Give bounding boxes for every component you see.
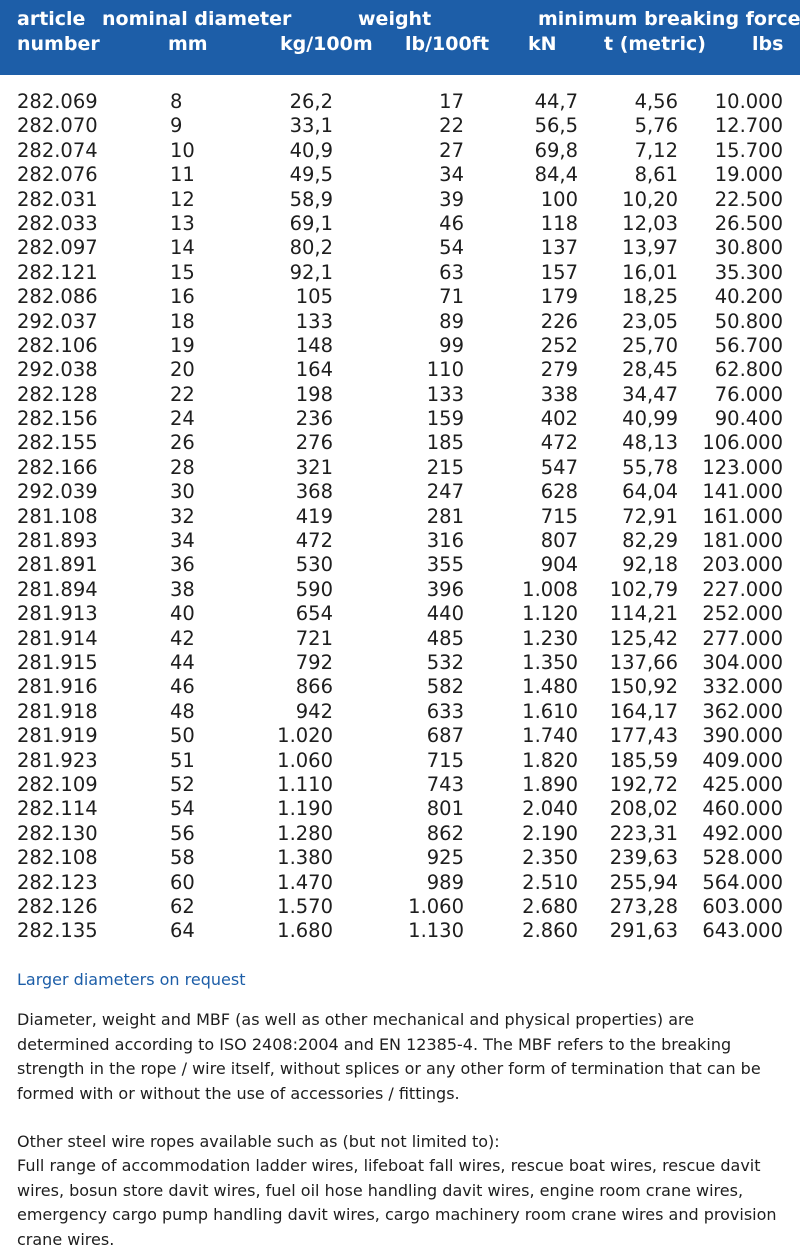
mbf-lbs-cell: 277.000: [702, 626, 783, 650]
table-row: [0, 749, 800, 773]
weight-kg-cell: 1.680: [277, 919, 333, 943]
mbf-t-cell: 164,17: [609, 699, 678, 723]
article-number-cell: 282.106: [17, 333, 98, 357]
mbf-kn-cell: 1.610: [522, 699, 578, 723]
mbf-lbs-cell: 252.000: [702, 602, 783, 626]
mbf-kn-cell: 402: [540, 407, 578, 431]
weight-lb-cell: 862: [426, 821, 464, 845]
diameter-cell: 62: [170, 894, 195, 918]
mbf-kn-cell: 69,8: [534, 138, 578, 162]
mbf-kn-cell: 2.680: [522, 894, 578, 918]
table-row: [0, 627, 800, 651]
article-number-cell: 281.919: [17, 724, 98, 748]
weight-lb-cell: 743: [426, 772, 464, 796]
mbf-t-cell: 7,12: [634, 138, 678, 162]
mbf-t-cell: 48,13: [622, 431, 678, 455]
diameter-cell: 44: [170, 650, 195, 674]
article-number-cell: 282.097: [17, 236, 98, 260]
table-row: [0, 139, 800, 163]
diameter-cell: 40: [170, 602, 195, 626]
mbf-kn-cell: 547: [540, 455, 578, 479]
mbf-t-cell: 82,29: [622, 529, 678, 553]
diameter-cell: 16: [170, 285, 195, 309]
diameter-cell: 14: [170, 236, 195, 260]
table-row: [0, 310, 800, 334]
mbf-lbs-cell: 181.000: [702, 529, 783, 553]
header-weight: weight: [358, 8, 432, 30]
mbf-t-cell: 102,79: [609, 577, 678, 601]
weight-lb-cell: 1.060: [408, 894, 464, 918]
mbf-t-cell: 239,63: [609, 846, 678, 870]
article-number-cell: 282.074: [17, 138, 98, 162]
mbf-t-cell: 8,61: [634, 163, 678, 187]
article-number-cell: 281.923: [17, 748, 98, 772]
header-lbs: lbs: [752, 33, 784, 55]
diameter-cell: 58: [170, 846, 195, 870]
mbf-kn-cell: 1.120: [522, 602, 578, 626]
weight-lb-cell: 1.130: [408, 919, 464, 943]
mbf-lbs-cell: 492.000: [702, 821, 783, 845]
table-row: [0, 285, 800, 309]
weight-lb-cell: 440: [426, 602, 464, 626]
table-row: [0, 505, 800, 529]
article-number-cell: 282.076: [17, 163, 98, 187]
mbf-lbs-cell: 26.500: [714, 211, 783, 235]
mbf-kn-cell: 44,7: [534, 90, 578, 113]
mbf-kn-cell: 118: [540, 211, 578, 235]
weight-lb-cell: 687: [426, 724, 464, 748]
mbf-kn-cell: 84,4: [534, 163, 578, 187]
mbf-lbs-cell: 603.000: [702, 894, 783, 918]
table-row: [0, 822, 800, 846]
weight-kg-cell: 942: [295, 699, 333, 723]
article-number-cell: 282.128: [17, 382, 98, 406]
article-number-cell: 282.070: [17, 114, 98, 138]
article-number-cell: 281.916: [17, 675, 98, 699]
mbf-t-cell: 23,05: [622, 309, 678, 333]
mbf-t-cell: 40,99: [622, 407, 678, 431]
mbf-t-cell: 114,21: [609, 602, 678, 626]
mbf-kn-cell: 715: [540, 504, 578, 528]
data-table: [0, 90, 800, 944]
article-number-cell: 282.135: [17, 919, 98, 943]
weight-kg-cell: 1.280: [277, 821, 333, 845]
weight-kg-cell: 198: [295, 382, 333, 406]
weight-lb-cell: 133: [426, 382, 464, 406]
diameter-cell: 26: [170, 431, 195, 455]
header-mm: mm: [168, 33, 208, 55]
weight-kg-cell: 40,9: [289, 138, 333, 162]
table-row: [0, 895, 800, 919]
mbf-t-cell: 16,01: [622, 260, 678, 284]
mbf-lbs-cell: 203.000: [702, 553, 783, 577]
weight-lb-cell: 532: [426, 650, 464, 674]
mbf-lbs-cell: 90.400: [714, 407, 783, 431]
mbf-lbs-cell: 528.000: [702, 846, 783, 870]
weight-lb-cell: 89: [439, 309, 464, 333]
weight-kg-cell: 530: [295, 553, 333, 577]
article-number-cell: 282.114: [17, 797, 98, 821]
mbf-t-cell: 92,18: [622, 553, 678, 577]
mbf-kn-cell: 1.230: [522, 626, 578, 650]
weight-kg-cell: 236: [295, 407, 333, 431]
weight-lb-cell: 22: [439, 114, 464, 138]
table-row: [0, 846, 800, 870]
mbf-t-cell: 273,28: [609, 894, 678, 918]
table-row: [0, 261, 800, 285]
diameter-cell: 15: [170, 260, 195, 284]
diameter-cell: 8: [170, 90, 183, 113]
weight-kg-cell: 1.020: [277, 724, 333, 748]
weight-kg-cell: 58,9: [289, 187, 333, 211]
diameter-cell: 9: [170, 114, 183, 138]
weight-lb-cell: 46: [439, 211, 464, 235]
mbf-t-cell: 150,92: [609, 675, 678, 699]
weight-lb-cell: 215: [426, 455, 464, 479]
article-number-cell: 282.086: [17, 285, 98, 309]
weight-lb-cell: 989: [426, 870, 464, 894]
diameter-cell: 30: [170, 480, 195, 504]
header-lb100ft: lb/100ft: [405, 33, 490, 55]
mbf-t-cell: 12,03: [622, 211, 678, 235]
weight-lb-cell: 247: [426, 480, 464, 504]
weight-kg-cell: 1.190: [277, 797, 333, 821]
article-number-cell: 281.913: [17, 602, 98, 626]
mbf-lbs-cell: 19.000: [714, 163, 783, 187]
mbf-kn-cell: 807: [540, 529, 578, 553]
mbf-lbs-cell: 10.000: [714, 90, 783, 113]
mbf-lbs-cell: 390.000: [702, 724, 783, 748]
mbf-t-cell: 5,76: [634, 114, 678, 138]
weight-lb-cell: 316: [426, 529, 464, 553]
article-number-cell: 282.130: [17, 821, 98, 845]
article-number-cell: 281.918: [17, 699, 98, 723]
mbf-lbs-cell: 123.000: [702, 455, 783, 479]
mbf-lbs-cell: 56.700: [714, 333, 783, 357]
weight-lb-cell: 925: [426, 846, 464, 870]
mbf-lbs-cell: 22.500: [714, 187, 783, 211]
weight-lb-cell: 281: [426, 504, 464, 528]
weight-kg-cell: 792: [295, 650, 333, 674]
article-number-cell: 281.108: [17, 504, 98, 528]
mbf-t-cell: 25,70: [622, 333, 678, 357]
table-row: [0, 700, 800, 724]
article-number-cell: 282.031: [17, 187, 98, 211]
mbf-kn-cell: 1.890: [522, 772, 578, 796]
mbf-lbs-cell: 141.000: [702, 480, 783, 504]
weight-kg-cell: 105: [295, 285, 333, 309]
mbf-kn-cell: 2.190: [522, 821, 578, 845]
mbf-lbs-cell: 62.800: [714, 358, 783, 382]
diameter-cell: 12: [170, 187, 195, 211]
diameter-cell: 13: [170, 211, 195, 235]
mbf-kn-cell: 904: [540, 553, 578, 577]
table-row: [0, 651, 800, 675]
diameter-cell: 18: [170, 309, 195, 333]
diameter-cell: 60: [170, 870, 195, 894]
table-row: [0, 480, 800, 504]
diameter-cell: 42: [170, 626, 195, 650]
diameter-cell: 24: [170, 407, 195, 431]
mbf-lbs-cell: 161.000: [702, 504, 783, 528]
mbf-kn-cell: 1.350: [522, 650, 578, 674]
article-number-cell: 292.039: [17, 480, 98, 504]
other-ropes-intro: Other steel wire ropes available such as (but not limited to):: [17, 1132, 500, 1151]
mbf-lbs-cell: 460.000: [702, 797, 783, 821]
weight-kg-cell: 33,1: [289, 114, 333, 138]
table-row: [0, 456, 800, 480]
mbf-kn-cell: 1.008: [522, 577, 578, 601]
article-number-cell: 281.894: [17, 577, 98, 601]
mbf-t-cell: 10,20: [622, 187, 678, 211]
weight-lb-cell: 485: [426, 626, 464, 650]
header-nominal-diameter: nominal diameter: [102, 8, 292, 30]
table-row: [0, 529, 800, 553]
mbf-lbs-cell: 76.000: [714, 382, 783, 406]
table-row: [0, 358, 800, 382]
mbf-kn-cell: 628: [540, 480, 578, 504]
table-row: [0, 114, 800, 138]
mbf-t-cell: 72,91: [622, 504, 678, 528]
mbf-lbs-cell: 332.000: [702, 675, 783, 699]
mbf-t-cell: 137,66: [609, 650, 678, 674]
mbf-t-cell: 125,42: [609, 626, 678, 650]
weight-lb-cell: 99: [439, 333, 464, 357]
header-article: article: [17, 8, 86, 30]
mbf-lbs-cell: 50.800: [714, 309, 783, 333]
diameter-cell: 11: [170, 163, 195, 187]
mbf-lbs-cell: 304.000: [702, 650, 783, 674]
weight-kg-cell: 26,2: [289, 90, 333, 113]
weight-lb-cell: 715: [426, 748, 464, 772]
mbf-description: Diameter, weight and MBF (as well as other mechanical and physical properties) are determined according to ISO 2408:2004 and EN 12385-4. The MBF refers to the breaking strength in the rope / wire itself, without splices or any other form of termination that can be formed with or without the use of accessories / fittings.: [17, 1010, 761, 1103]
mbf-lbs-cell: 106.000: [702, 431, 783, 455]
weight-lb-cell: 355: [426, 553, 464, 577]
table-row: [0, 163, 800, 187]
header-kg100m: kg/100m: [280, 33, 373, 55]
weight-kg-cell: 321: [295, 455, 333, 479]
weight-lb-cell: 185: [426, 431, 464, 455]
diameter-cell: 32: [170, 504, 195, 528]
mbf-kn-cell: 2.860: [522, 919, 578, 943]
table-row: [0, 212, 800, 236]
diameter-cell: 46: [170, 675, 195, 699]
table-row: [0, 334, 800, 358]
weight-lb-cell: 633: [426, 699, 464, 723]
mbf-t-cell: 55,78: [622, 455, 678, 479]
mbf-t-cell: 177,43: [609, 724, 678, 748]
mbf-lbs-cell: 12.700: [714, 114, 783, 138]
mbf-t-cell: 185,59: [609, 748, 678, 772]
article-number-cell: 282.121: [17, 260, 98, 284]
mbf-kn-cell: 157: [540, 260, 578, 284]
mbf-kn-cell: 252: [540, 333, 578, 357]
diameter-cell: 22: [170, 382, 195, 406]
weight-lb-cell: 63: [439, 260, 464, 284]
mbf-t-cell: 28,45: [622, 358, 678, 382]
mbf-kn-cell: 226: [540, 309, 578, 333]
mbf-lbs-cell: 362.000: [702, 699, 783, 723]
weight-lb-cell: 110: [426, 358, 464, 382]
table-row: [0, 602, 800, 626]
mbf-kn-cell: 1.740: [522, 724, 578, 748]
diameter-cell: 56: [170, 821, 195, 845]
weight-kg-cell: 1.380: [277, 846, 333, 870]
weight-kg-cell: 866: [295, 675, 333, 699]
weight-kg-cell: 80,2: [289, 236, 333, 260]
mbf-lbs-cell: 643.000: [702, 919, 783, 943]
article-number-cell: 282.156: [17, 407, 98, 431]
mbf-kn-cell: 2.510: [522, 870, 578, 894]
weight-kg-cell: 1.570: [277, 894, 333, 918]
larger-diameters-note: Larger diameters on request: [17, 970, 246, 989]
article-number-cell: 282.126: [17, 894, 98, 918]
other-ropes-list: Full range of accommodation ladder wires, lifeboat fall wires, rescue boat wires, rescue davit wires, bosun store davit wires, fuel oil hose handling davit wires, engine room crane wires, emergency cargo pump handling davit wires, cargo machinery room crane wires and provision crane wires.: [17, 1156, 777, 1249]
mbf-lbs-cell: 425.000: [702, 772, 783, 796]
mbf-t-cell: 255,94: [609, 870, 678, 894]
weight-lb-cell: 396: [426, 577, 464, 601]
mbf-t-cell: 18,25: [622, 285, 678, 309]
mbf-lbs-cell: 564.000: [702, 870, 783, 894]
mbf-t-cell: 291,63: [609, 919, 678, 943]
weight-kg-cell: 1.060: [277, 748, 333, 772]
table-row: [0, 724, 800, 748]
weight-kg-cell: 92,1: [289, 260, 333, 284]
header-mbf: minimum breaking force: [538, 8, 800, 30]
mbf-kn-cell: 1.480: [522, 675, 578, 699]
weight-kg-cell: 472: [295, 529, 333, 553]
mbf-kn-cell: 472: [540, 431, 578, 455]
mbf-lbs-cell: 40.200: [714, 285, 783, 309]
mbf-lbs-cell: 30.800: [714, 236, 783, 260]
mbf-kn-cell: 2.350: [522, 846, 578, 870]
weight-kg-cell: 721: [295, 626, 333, 650]
header-number: number: [17, 33, 100, 55]
diameter-cell: 10: [170, 138, 195, 162]
mbf-kn-cell: 279: [540, 358, 578, 382]
article-number-cell: 282.123: [17, 870, 98, 894]
diameter-cell: 34: [170, 529, 195, 553]
diameter-cell: 52: [170, 772, 195, 796]
weight-kg-cell: 1.470: [277, 870, 333, 894]
table-row: [0, 578, 800, 602]
mbf-t-cell: 4,56: [634, 90, 678, 113]
mbf-t-cell: 34,47: [622, 382, 678, 406]
table-row: [0, 919, 800, 943]
article-number-cell: 282.108: [17, 846, 98, 870]
table-header: [0, 0, 800, 75]
table-row: [0, 871, 800, 895]
weight-kg-cell: 276: [295, 431, 333, 455]
mbf-lbs-cell: 409.000: [702, 748, 783, 772]
mbf-lbs-cell: 15.700: [714, 138, 783, 162]
article-number-cell: 282.155: [17, 431, 98, 455]
weight-lb-cell: 71: [439, 285, 464, 309]
article-number-cell: 282.033: [17, 211, 98, 235]
weight-kg-cell: 1.110: [277, 772, 333, 796]
article-number-cell: 282.069: [17, 90, 98, 113]
article-number-cell: 281.893: [17, 529, 98, 553]
mbf-kn-cell: 179: [540, 285, 578, 309]
table-row: [0, 553, 800, 577]
table-row: [0, 797, 800, 821]
diameter-cell: 54: [170, 797, 195, 821]
mbf-kn-cell: 100: [540, 187, 578, 211]
weight-lb-cell: 801: [426, 797, 464, 821]
weight-kg-cell: 590: [295, 577, 333, 601]
mbf-kn-cell: 56,5: [534, 114, 578, 138]
table-row: [0, 675, 800, 699]
header-kn: kN: [528, 33, 557, 55]
diameter-cell: 50: [170, 724, 195, 748]
mbf-t-cell: 64,04: [622, 480, 678, 504]
table-row: [0, 407, 800, 431]
diameter-cell: 51: [170, 748, 195, 772]
article-number-cell: 281.914: [17, 626, 98, 650]
weight-kg-cell: 654: [295, 602, 333, 626]
diameter-cell: 19: [170, 333, 195, 357]
mbf-kn-cell: 137: [540, 236, 578, 260]
table-row: [0, 90, 800, 114]
diameter-cell: 64: [170, 919, 195, 943]
weight-lb-cell: 159: [426, 407, 464, 431]
table-row: [0, 773, 800, 797]
mbf-kn-cell: 338: [540, 382, 578, 406]
weight-kg-cell: 49,5: [289, 163, 333, 187]
weight-lb-cell: 27: [439, 138, 464, 162]
weight-kg-cell: 419: [295, 504, 333, 528]
mbf-t-cell: 208,02: [609, 797, 678, 821]
diameter-cell: 38: [170, 577, 195, 601]
mbf-t-cell: 192,72: [609, 772, 678, 796]
table-row: [0, 383, 800, 407]
article-number-cell: 292.037: [17, 309, 98, 333]
mbf-lbs-cell: 227.000: [702, 577, 783, 601]
table-row: [0, 236, 800, 260]
mbf-lbs-cell: 35.300: [714, 260, 783, 284]
mbf-t-cell: 13,97: [622, 236, 678, 260]
weight-lb-cell: 54: [439, 236, 464, 260]
header-t-metric: t (metric): [604, 33, 706, 55]
diameter-cell: 20: [170, 358, 195, 382]
weight-kg-cell: 148: [295, 333, 333, 357]
mbf-kn-cell: 2.040: [522, 797, 578, 821]
article-number-cell: 282.166: [17, 455, 98, 479]
mbf-kn-cell: 1.820: [522, 748, 578, 772]
article-number-cell: 281.891: [17, 553, 98, 577]
weight-kg-cell: 368: [295, 480, 333, 504]
table-row: [0, 188, 800, 212]
weight-lb-cell: 34: [439, 163, 464, 187]
diameter-cell: 28: [170, 455, 195, 479]
weight-lb-cell: 39: [439, 187, 464, 211]
weight-lb-cell: 17: [439, 90, 464, 113]
article-number-cell: 292.038: [17, 358, 98, 382]
mbf-t-cell: 223,31: [609, 821, 678, 845]
table-row: [0, 431, 800, 455]
weight-kg-cell: 69,1: [289, 211, 333, 235]
diameter-cell: 36: [170, 553, 195, 577]
diameter-cell: 48: [170, 699, 195, 723]
weight-lb-cell: 582: [426, 675, 464, 699]
weight-kg-cell: 133: [295, 309, 333, 333]
article-number-cell: 281.915: [17, 650, 98, 674]
weight-kg-cell: 164: [295, 358, 333, 382]
article-number-cell: 282.109: [17, 772, 98, 796]
